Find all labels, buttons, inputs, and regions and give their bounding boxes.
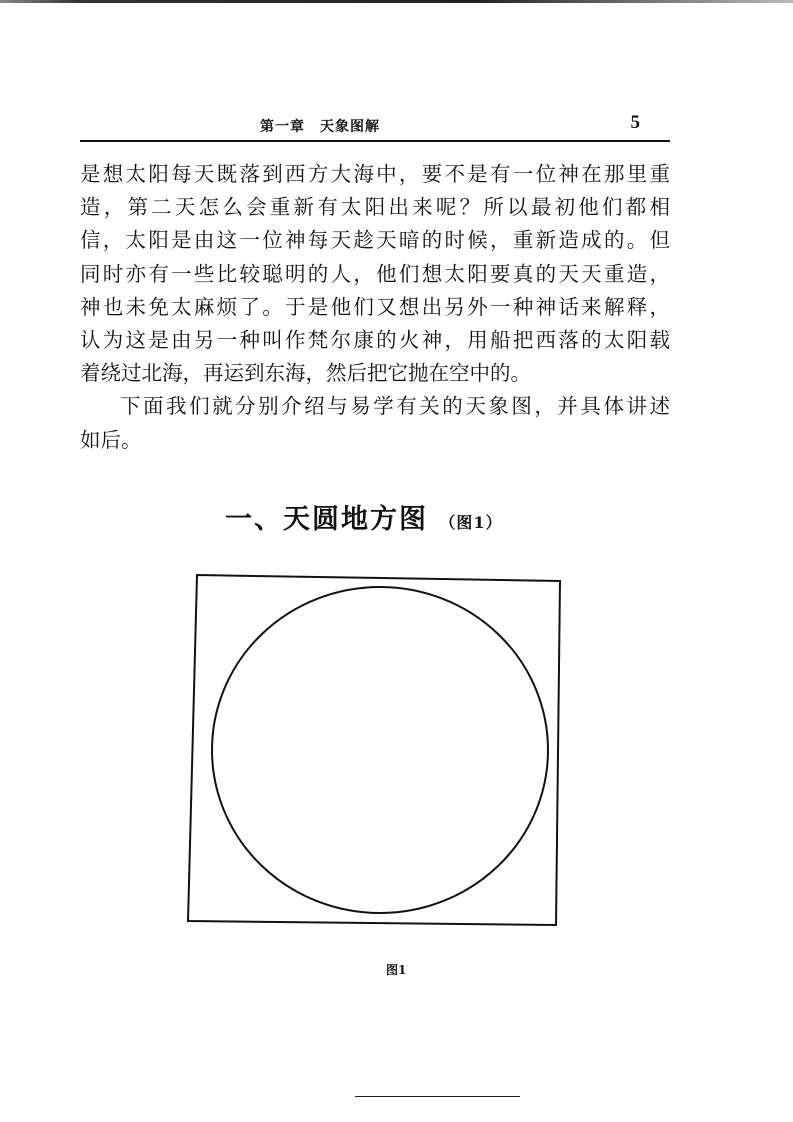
text-line: 是想太阳每天既落到西方大海中，要不是有一位神在那里重 bbox=[80, 162, 670, 186]
chapter-title: 第一章 天象图解 bbox=[260, 119, 380, 135]
text-line: 造，第二天怎么会重新有太阳出来呢？所以最初他们都相 bbox=[80, 195, 670, 220]
text-line: 认为这是由另一种叫作梵尔康的火神，用船把西落的太阳载 bbox=[80, 327, 670, 352]
figure-caption: 图1 bbox=[386, 963, 407, 977]
body-text bbox=[80, 158, 670, 457]
text-line: 如后。 bbox=[80, 427, 142, 452]
square-earth bbox=[188, 575, 560, 925]
page-number: 5 bbox=[630, 112, 640, 133]
running-header bbox=[80, 112, 670, 142]
text-line: 着绕过北海，再运到东海，然后把它抛在空中的。 bbox=[80, 361, 531, 386]
footer-rule bbox=[355, 1096, 520, 1097]
figure-reference: （图1） bbox=[439, 513, 503, 532]
section-title: 一、天圆地方图 bbox=[225, 504, 428, 535]
circle-heaven bbox=[212, 587, 548, 913]
text-line: 同时亦有一些比较聪明的人，他们想太阳要真的天天重造， bbox=[80, 261, 670, 286]
text-line: 信，太阳是由这一位神每天趁天暗的时候，重新造成的。但 bbox=[80, 228, 670, 253]
section-heading bbox=[225, 497, 503, 536]
scan-edge bbox=[0, 0, 793, 3]
text-line: 下面我们就分别介绍与易学有关的天象图，并具体讲述 bbox=[120, 394, 670, 419]
text-line: 神也未免太麻烦了。于是他们又想出另外一种神话来解释， bbox=[80, 294, 670, 319]
heaven-round-earth-square-diagram bbox=[186, 573, 566, 929]
